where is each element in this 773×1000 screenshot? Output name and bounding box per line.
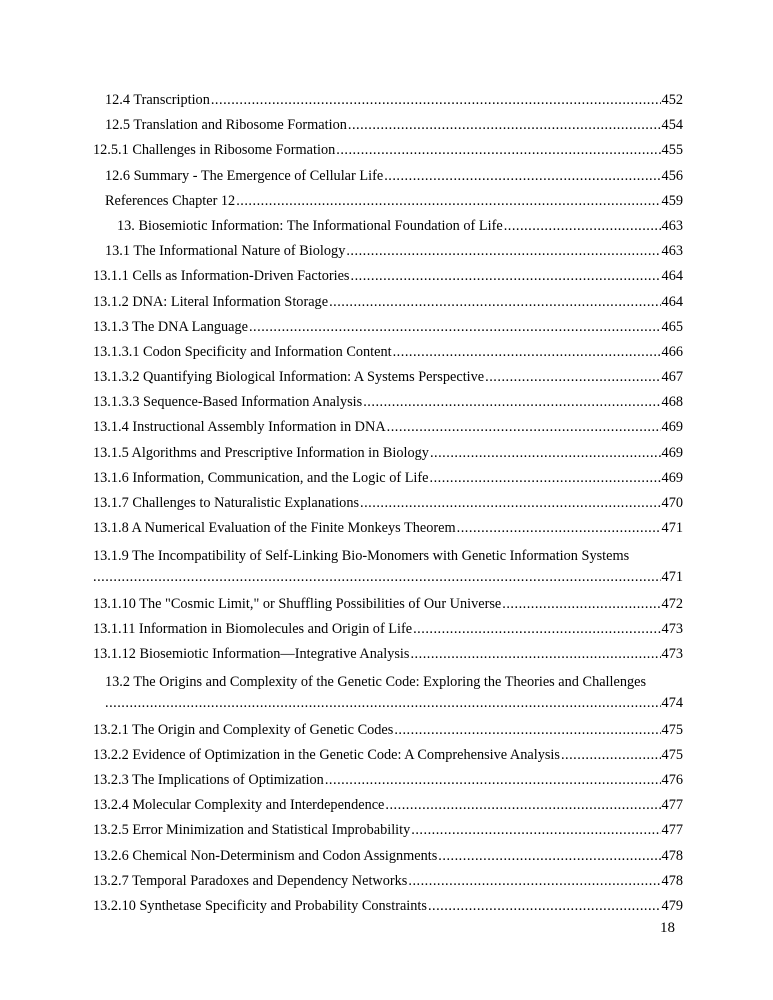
toc-entry-title: 13.1.3.1 Codon Specificity and Information Content — [93, 343, 392, 360]
dot-leader — [393, 340, 661, 365]
toc-entry-page: 454 — [661, 117, 683, 134]
toc-entry[interactable] — [93, 88, 683, 113]
dot-leader — [485, 365, 660, 390]
toc-entry[interactable] — [93, 516, 683, 541]
dot-leader — [346, 239, 660, 264]
toc-entry[interactable] — [93, 365, 683, 390]
toc-entry[interactable] — [93, 793, 683, 818]
toc-entry[interactable] — [93, 189, 683, 214]
toc-entry-page: 466 — [661, 343, 683, 360]
toc-entry-title: 13.2.5 Error Minimization and Statistical Improbability — [93, 822, 411, 839]
toc-entry[interactable] — [93, 466, 683, 491]
toc-entry-title: 13.1.12 Biosemiotic Information—Integrative Analysis — [93, 646, 410, 663]
dot-leader — [329, 290, 660, 315]
dot-leader — [394, 718, 660, 743]
toc-entry[interactable] — [93, 592, 683, 617]
toc-entry-title: 13.2 The Origins and Complexity of the Genetic Code: Exploring the Theories and Challenges — [105, 673, 647, 690]
toc-entry-page: 452 — [661, 92, 683, 108]
toc-entry[interactable] — [93, 491, 683, 516]
toc-entry-page: 465 — [661, 318, 683, 335]
toc-entry-page: 471 — [661, 520, 683, 537]
toc-entry[interactable] — [93, 214, 683, 239]
toc-entry-page: 478 — [661, 847, 683, 864]
dot-leader — [211, 88, 661, 113]
toc-entry-wrapped[interactable] — [93, 672, 683, 714]
dot-leader — [351, 264, 661, 289]
toc-entry-page: 469 — [661, 444, 683, 461]
dot-leader — [249, 315, 661, 340]
toc-entry-page: 473 — [661, 620, 683, 637]
toc-entry-title: 12.4 Transcription — [105, 92, 210, 108]
dot-leader — [384, 164, 660, 189]
toc-entry-title: 13.1 The Informational Nature of Biology — [105, 243, 346, 260]
toc-entry-page: 477 — [661, 797, 683, 814]
toc-entry-title: 13.2.1 The Origin and Complexity of Genetic Codes — [93, 721, 394, 738]
dot-leader — [236, 189, 660, 214]
page-number: 18 — [660, 920, 675, 936]
toc-entry-title: 12.6 Summary - The Emergence of Cellular Life — [105, 167, 384, 184]
toc-entry[interactable] — [93, 290, 683, 315]
dot-leader — [504, 214, 661, 239]
toc-entry-title: 13.2.10 Synthetase Specificity and Probability Constraints — [93, 898, 427, 914]
toc-entry[interactable] — [93, 768, 683, 793]
toc-entry-wrapped[interactable] — [93, 546, 683, 588]
dot-leader — [363, 390, 660, 415]
toc-entry-page: 459 — [661, 192, 683, 209]
dot-leader — [336, 138, 660, 163]
dot-leader — [385, 793, 660, 818]
toc-entry-page: 472 — [661, 595, 683, 612]
toc-entry-page: 471 — [661, 568, 683, 585]
toc-entry-title: 13.1.7 Challenges to Naturalistic Explanations — [93, 495, 360, 511]
toc-entry[interactable] — [93, 239, 683, 264]
toc-entry-page: 478 — [661, 872, 683, 889]
dot-leader — [428, 894, 661, 919]
toc-entry-page: 469 — [661, 469, 683, 486]
toc-entry[interactable] — [93, 844, 683, 869]
toc-entry-page: 470 — [661, 495, 683, 511]
toc-entry[interactable] — [93, 315, 683, 340]
toc-entry[interactable] — [93, 340, 683, 365]
dot-leader — [430, 466, 661, 491]
toc-entry[interactable] — [93, 390, 683, 415]
toc-entry[interactable] — [93, 718, 683, 743]
dot-leader — [105, 693, 661, 714]
toc-entry-page: 479 — [661, 898, 683, 914]
toc-entry-title: 13.1.3 The DNA Language — [93, 318, 248, 335]
toc-entry-page: 464 — [661, 268, 683, 285]
toc-entry-title: 13. Biosemiotic Information: The Informational Foundation of Life — [117, 217, 503, 234]
toc-entry[interactable] — [93, 113, 683, 138]
dot-leader — [411, 818, 660, 843]
toc-entry-title: 13.1.5 Algorithms and Prescriptive Information in Biology — [93, 444, 429, 461]
toc-entry-page: 463 — [661, 243, 683, 260]
toc-entry[interactable] — [93, 264, 683, 289]
toc-entry-title: 13.1.9 The Incompatibility of Self-Linking Bio-Monomers with Genetic Information Systems — [93, 547, 630, 564]
toc-entry-title: 13.1.3.3 Sequence-Based Information Analysis — [93, 394, 363, 411]
toc-entry-title: 13.1.6 Information, Communication, and the Logic of Life — [93, 469, 429, 486]
dot-leader — [408, 869, 660, 894]
toc-entry[interactable] — [93, 415, 683, 440]
toc-entry-title: 13.1.3.2 Quantifying Biological Information: A Systems Perspective — [93, 369, 485, 386]
toc-entry-page: 473 — [661, 646, 683, 663]
toc-entry-title: 13.2.2 Evidence of Optimization in the Genetic Code: A Comprehensive Analysis — [93, 746, 560, 763]
toc-entry[interactable] — [93, 869, 683, 894]
toc-entry-title: 13.2.6 Chemical Non-Determinism and Codon Assignments — [93, 847, 438, 864]
toc-entry-page: 474 — [661, 694, 683, 711]
toc-entry-page: 467 — [661, 369, 683, 386]
dot-leader — [325, 768, 661, 793]
toc-entry-page: 456 — [661, 167, 683, 184]
toc-entry[interactable] — [93, 743, 683, 768]
dot-leader — [438, 844, 660, 869]
dot-leader — [457, 516, 661, 541]
table-of-contents — [93, 88, 683, 919]
toc-entry-title: 13.1.11 Information in Biomolecules and Origin of Life — [93, 620, 413, 637]
toc-entry[interactable] — [93, 441, 683, 466]
dot-leader — [502, 592, 660, 617]
dot-leader — [348, 113, 661, 138]
toc-entry[interactable] — [93, 617, 683, 642]
toc-entry-page: 455 — [661, 142, 683, 159]
toc-entry-title: 13.1.8 A Numerical Evaluation of the Finite Monkeys Theorem — [93, 520, 456, 537]
toc-entry[interactable] — [93, 138, 683, 163]
toc-entry-page: 464 — [661, 293, 683, 310]
toc-entry-title: References Chapter 12 — [105, 192, 236, 209]
toc-entry-page: 468 — [661, 394, 683, 411]
toc-entry-page: 475 — [661, 721, 683, 738]
toc-entry-page: 477 — [661, 822, 683, 839]
toc-entry-title: 13.2.4 Molecular Complexity and Interdependence — [93, 797, 385, 814]
toc-entry[interactable] — [93, 894, 683, 919]
dot-leader — [413, 617, 660, 642]
toc-entry-page: 469 — [661, 419, 683, 436]
toc-entry-page: 475 — [661, 746, 683, 763]
toc-entry-title: 13.2.7 Temporal Paradoxes and Dependency Networks — [93, 872, 408, 889]
toc-entry-title: 12.5 Translation and Ribosome Formation — [105, 117, 347, 134]
toc-entry-title: 12.5.1 Challenges in Ribosome Formation — [93, 142, 336, 159]
toc-entry-title: 13.1.4 Instructional Assembly Information in DNA — [93, 419, 386, 436]
toc-entry[interactable] — [93, 642, 683, 667]
dot-leader — [360, 491, 661, 516]
toc-entry[interactable] — [93, 818, 683, 843]
dot-leader — [93, 567, 661, 588]
toc-entry-title: 13.1.2 DNA: Literal Information Storage — [93, 293, 329, 310]
toc-entry[interactable] — [93, 164, 683, 189]
dot-leader — [410, 642, 660, 667]
toc-entry-title: 13.1.1 Cells as Information-Driven Factories — [93, 268, 350, 285]
dot-leader — [387, 415, 661, 440]
toc-entry-title: 13.1.10 The "Cosmic Limit," or Shuffling Possibilities of Our Universe — [93, 595, 502, 612]
dot-leader — [430, 441, 661, 466]
dot-leader — [561, 743, 661, 768]
toc-entry-title: 13.2.3 The Implications of Optimization — [93, 772, 324, 789]
toc-entry-page: 463 — [661, 217, 683, 234]
toc-entry-page: 476 — [661, 772, 683, 789]
